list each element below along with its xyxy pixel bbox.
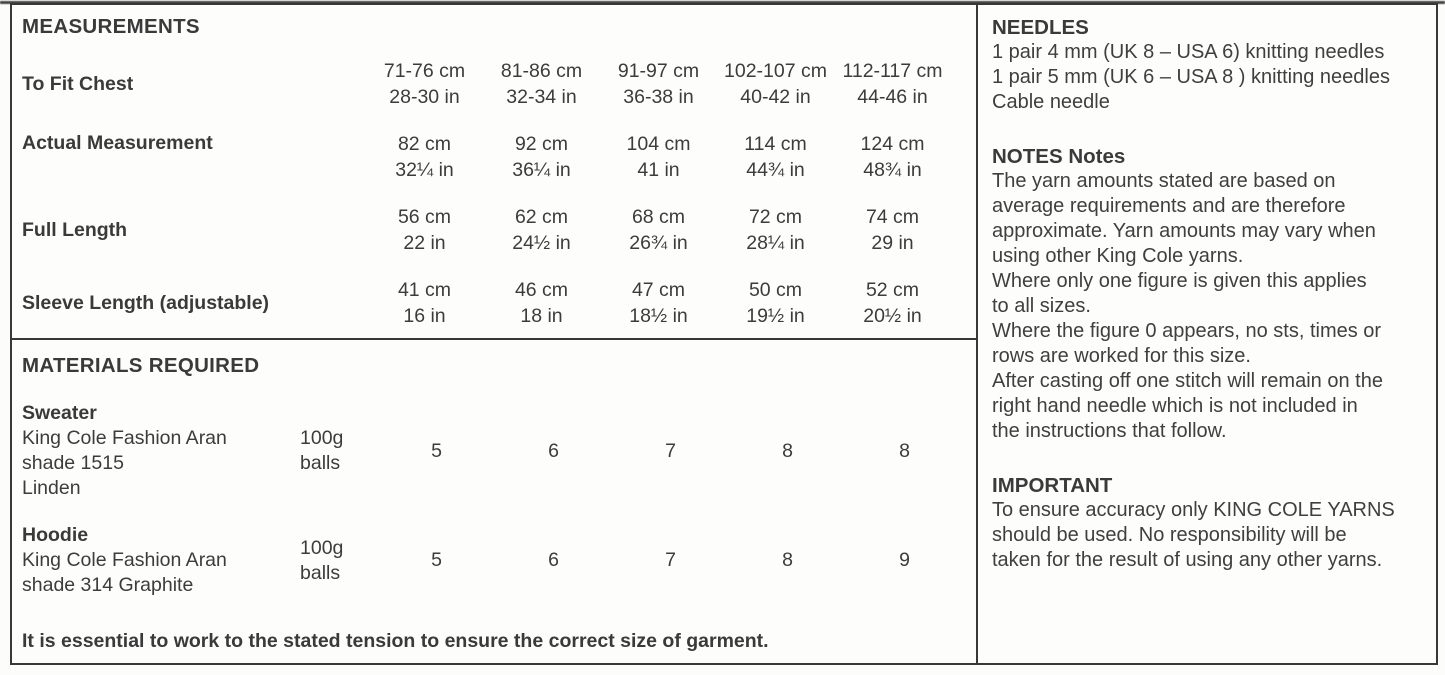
- size-cell: [483, 131, 600, 183]
- unit-word: balls: [300, 452, 341, 474]
- yarn-line: King Cole Fashion Aran: [22, 549, 227, 571]
- ball-quantity: 8: [782, 549, 793, 571]
- cm-value: 52 cm: [865, 279, 920, 301]
- size-cell: [600, 131, 717, 183]
- cm-value: 114 cm: [744, 133, 807, 155]
- size-cell: [717, 204, 834, 256]
- row-label: Full Length: [22, 218, 128, 241]
- size-cell: [366, 58, 483, 110]
- in-value: 44¾ in: [746, 159, 805, 181]
- page-border-box: [10, 3, 1438, 665]
- tension-note: It is essential to work to the stated tension to ensure the correct size of garment.: [22, 630, 769, 652]
- unit-weight: 100g: [300, 427, 344, 449]
- row-label: To Fit Chest: [22, 72, 134, 95]
- in-value: 32-34 in: [506, 86, 577, 108]
- size-cell: [366, 204, 483, 256]
- in-value: 18 in: [520, 305, 563, 327]
- cm-value: 124 cm: [860, 133, 925, 155]
- measurement-row-actual-measurement: [12, 131, 976, 183]
- measurement-row-to-fit-chest: [12, 58, 976, 110]
- cm-value: 41 cm: [397, 279, 452, 301]
- in-value: 28¼ in: [746, 232, 805, 254]
- unit-word: balls: [300, 561, 341, 584]
- size-cell: [834, 58, 951, 110]
- measurement-row-sleeve-length: [12, 277, 976, 329]
- notes-line: Where only one figure is given this applies: [992, 270, 1367, 292]
- notes-line: rows are worked for this size.: [992, 345, 1251, 367]
- colour-line: Linden: [22, 477, 81, 499]
- notes-line: After casting off one stitch will remain on the: [992, 370, 1383, 392]
- materials-title: MATERIALS REQUIRED: [22, 354, 260, 377]
- in-value: 19½ in: [746, 305, 805, 327]
- cm-value: 72 cm: [748, 206, 803, 228]
- needle-spec: 1 pair 4 mm (UK 8 – USA 6) knitting needles: [992, 41, 1385, 63]
- materials-section: [12, 340, 976, 663]
- notes-line: average requirements and are therefore: [992, 195, 1346, 217]
- size-cell: [834, 131, 951, 183]
- in-value: 20½ in: [863, 305, 922, 327]
- shade-line: shade 1515: [22, 452, 124, 474]
- notes-line: the instructions that follow.: [992, 420, 1227, 442]
- needles-title: NEEDLES: [992, 16, 1089, 39]
- material-name: Sweater: [22, 402, 97, 424]
- cm-value: 71-76 cm: [383, 60, 466, 82]
- unit-weight: 100g: [300, 536, 344, 559]
- needle-spec: Cable needle: [992, 91, 1110, 113]
- ball-quantity: 8: [899, 439, 910, 462]
- important-line: taken for the result of using any other yarns.: [992, 549, 1383, 571]
- in-value: 40-42 in: [740, 86, 811, 108]
- in-value: 41 in: [637, 159, 680, 181]
- material-description: [12, 401, 300, 501]
- ball-quantity: 8: [782, 439, 793, 462]
- cm-value: 92 cm: [514, 133, 569, 155]
- notes-line: Where the figure 0 appears, no sts, times or: [992, 320, 1382, 342]
- size-cell: [717, 277, 834, 329]
- cm-value: 50 cm: [748, 279, 803, 301]
- row-label: Sleeve Length (adjustable): [22, 291, 270, 314]
- material-description: [12, 523, 300, 598]
- material-item-hoodie: [12, 523, 976, 598]
- size-cell: [366, 277, 483, 329]
- size-cell: [600, 58, 717, 110]
- size-cell: [366, 131, 483, 183]
- size-cell: [483, 58, 600, 110]
- in-value: 22 in: [403, 232, 446, 254]
- ball-unit: [300, 536, 378, 586]
- ball-quantity: 6: [548, 439, 559, 462]
- in-value: 29 in: [871, 232, 914, 254]
- cm-value: 82 cm: [397, 133, 452, 155]
- notes-line: to all sizes.: [992, 295, 1091, 317]
- measurements-section: [12, 5, 976, 340]
- right-panel: [978, 5, 1436, 663]
- cm-value: 62 cm: [514, 206, 569, 228]
- size-cell: [717, 58, 834, 110]
- important-line: should be used. No responsibility will be: [992, 524, 1347, 546]
- size-cell: [600, 277, 717, 329]
- size-cell: [834, 204, 951, 256]
- in-value: 26¾ in: [629, 232, 688, 254]
- important-line: To ensure accuracy only KING COLE YARNS: [992, 499, 1395, 521]
- size-cell: [717, 131, 834, 183]
- cm-value: 74 cm: [865, 206, 920, 228]
- measurements-title: MEASUREMENTS: [22, 15, 200, 38]
- in-value: 36-38 in: [623, 86, 694, 108]
- in-value: 48¾ in: [863, 159, 922, 181]
- ball-quantity: 5: [431, 439, 442, 462]
- yarn-line: King Cole Fashion Aran: [22, 427, 227, 449]
- in-value: 18½ in: [629, 305, 688, 327]
- row-label: Actual Measurement: [22, 132, 213, 154]
- in-value: 36¼ in: [512, 159, 571, 181]
- cm-value: 112-117 cm: [842, 60, 943, 82]
- measurement-row-full-length: [12, 204, 976, 256]
- in-value: 16 in: [403, 305, 446, 327]
- cm-value: 102-107 cm: [724, 60, 827, 82]
- notes-title: NOTES Notes: [992, 145, 1126, 168]
- notes-line: using other King Cole yarns.: [992, 245, 1244, 267]
- cm-value: 56 cm: [397, 206, 452, 228]
- cm-value: 81-86 cm: [500, 60, 583, 82]
- needle-spec: 1 pair 5 mm (UK 6 – USA 8 ) knitting needles: [992, 66, 1390, 88]
- notes-line: approximate. Yarn amounts may vary when: [992, 220, 1376, 242]
- ball-quantity: 9: [899, 549, 910, 571]
- in-value: 28-30 in: [389, 86, 460, 108]
- material-item-sweater: [12, 401, 976, 501]
- size-cell: [483, 204, 600, 256]
- cm-value: 46 cm: [514, 279, 569, 301]
- size-cell: [834, 277, 951, 329]
- notes-line: The yarn amounts stated are based on: [992, 170, 1336, 192]
- shade-line: shade 314 Graphite: [22, 574, 194, 596]
- material-name: Hoodie: [22, 524, 89, 546]
- cm-value: 47 cm: [631, 279, 686, 301]
- in-value: 32¼ in: [395, 159, 454, 181]
- ball-quantity: 7: [665, 439, 676, 462]
- cm-value: 104 cm: [626, 133, 691, 155]
- ball-unit: [300, 426, 378, 476]
- left-panel: [12, 5, 978, 663]
- cm-value: 68 cm: [631, 206, 686, 228]
- ball-quantity: 6: [548, 549, 559, 571]
- cm-value: 91-97 cm: [617, 60, 700, 82]
- in-value: 44-46 in: [857, 86, 928, 108]
- in-value: 24½ in: [512, 232, 571, 254]
- size-cell: [483, 277, 600, 329]
- size-cell: [600, 204, 717, 256]
- ball-quantity: 5: [431, 549, 442, 571]
- ball-quantity: 7: [665, 549, 676, 571]
- notes-line: right hand needle which is not included in: [992, 395, 1358, 417]
- important-title: IMPORTANT: [992, 474, 1113, 497]
